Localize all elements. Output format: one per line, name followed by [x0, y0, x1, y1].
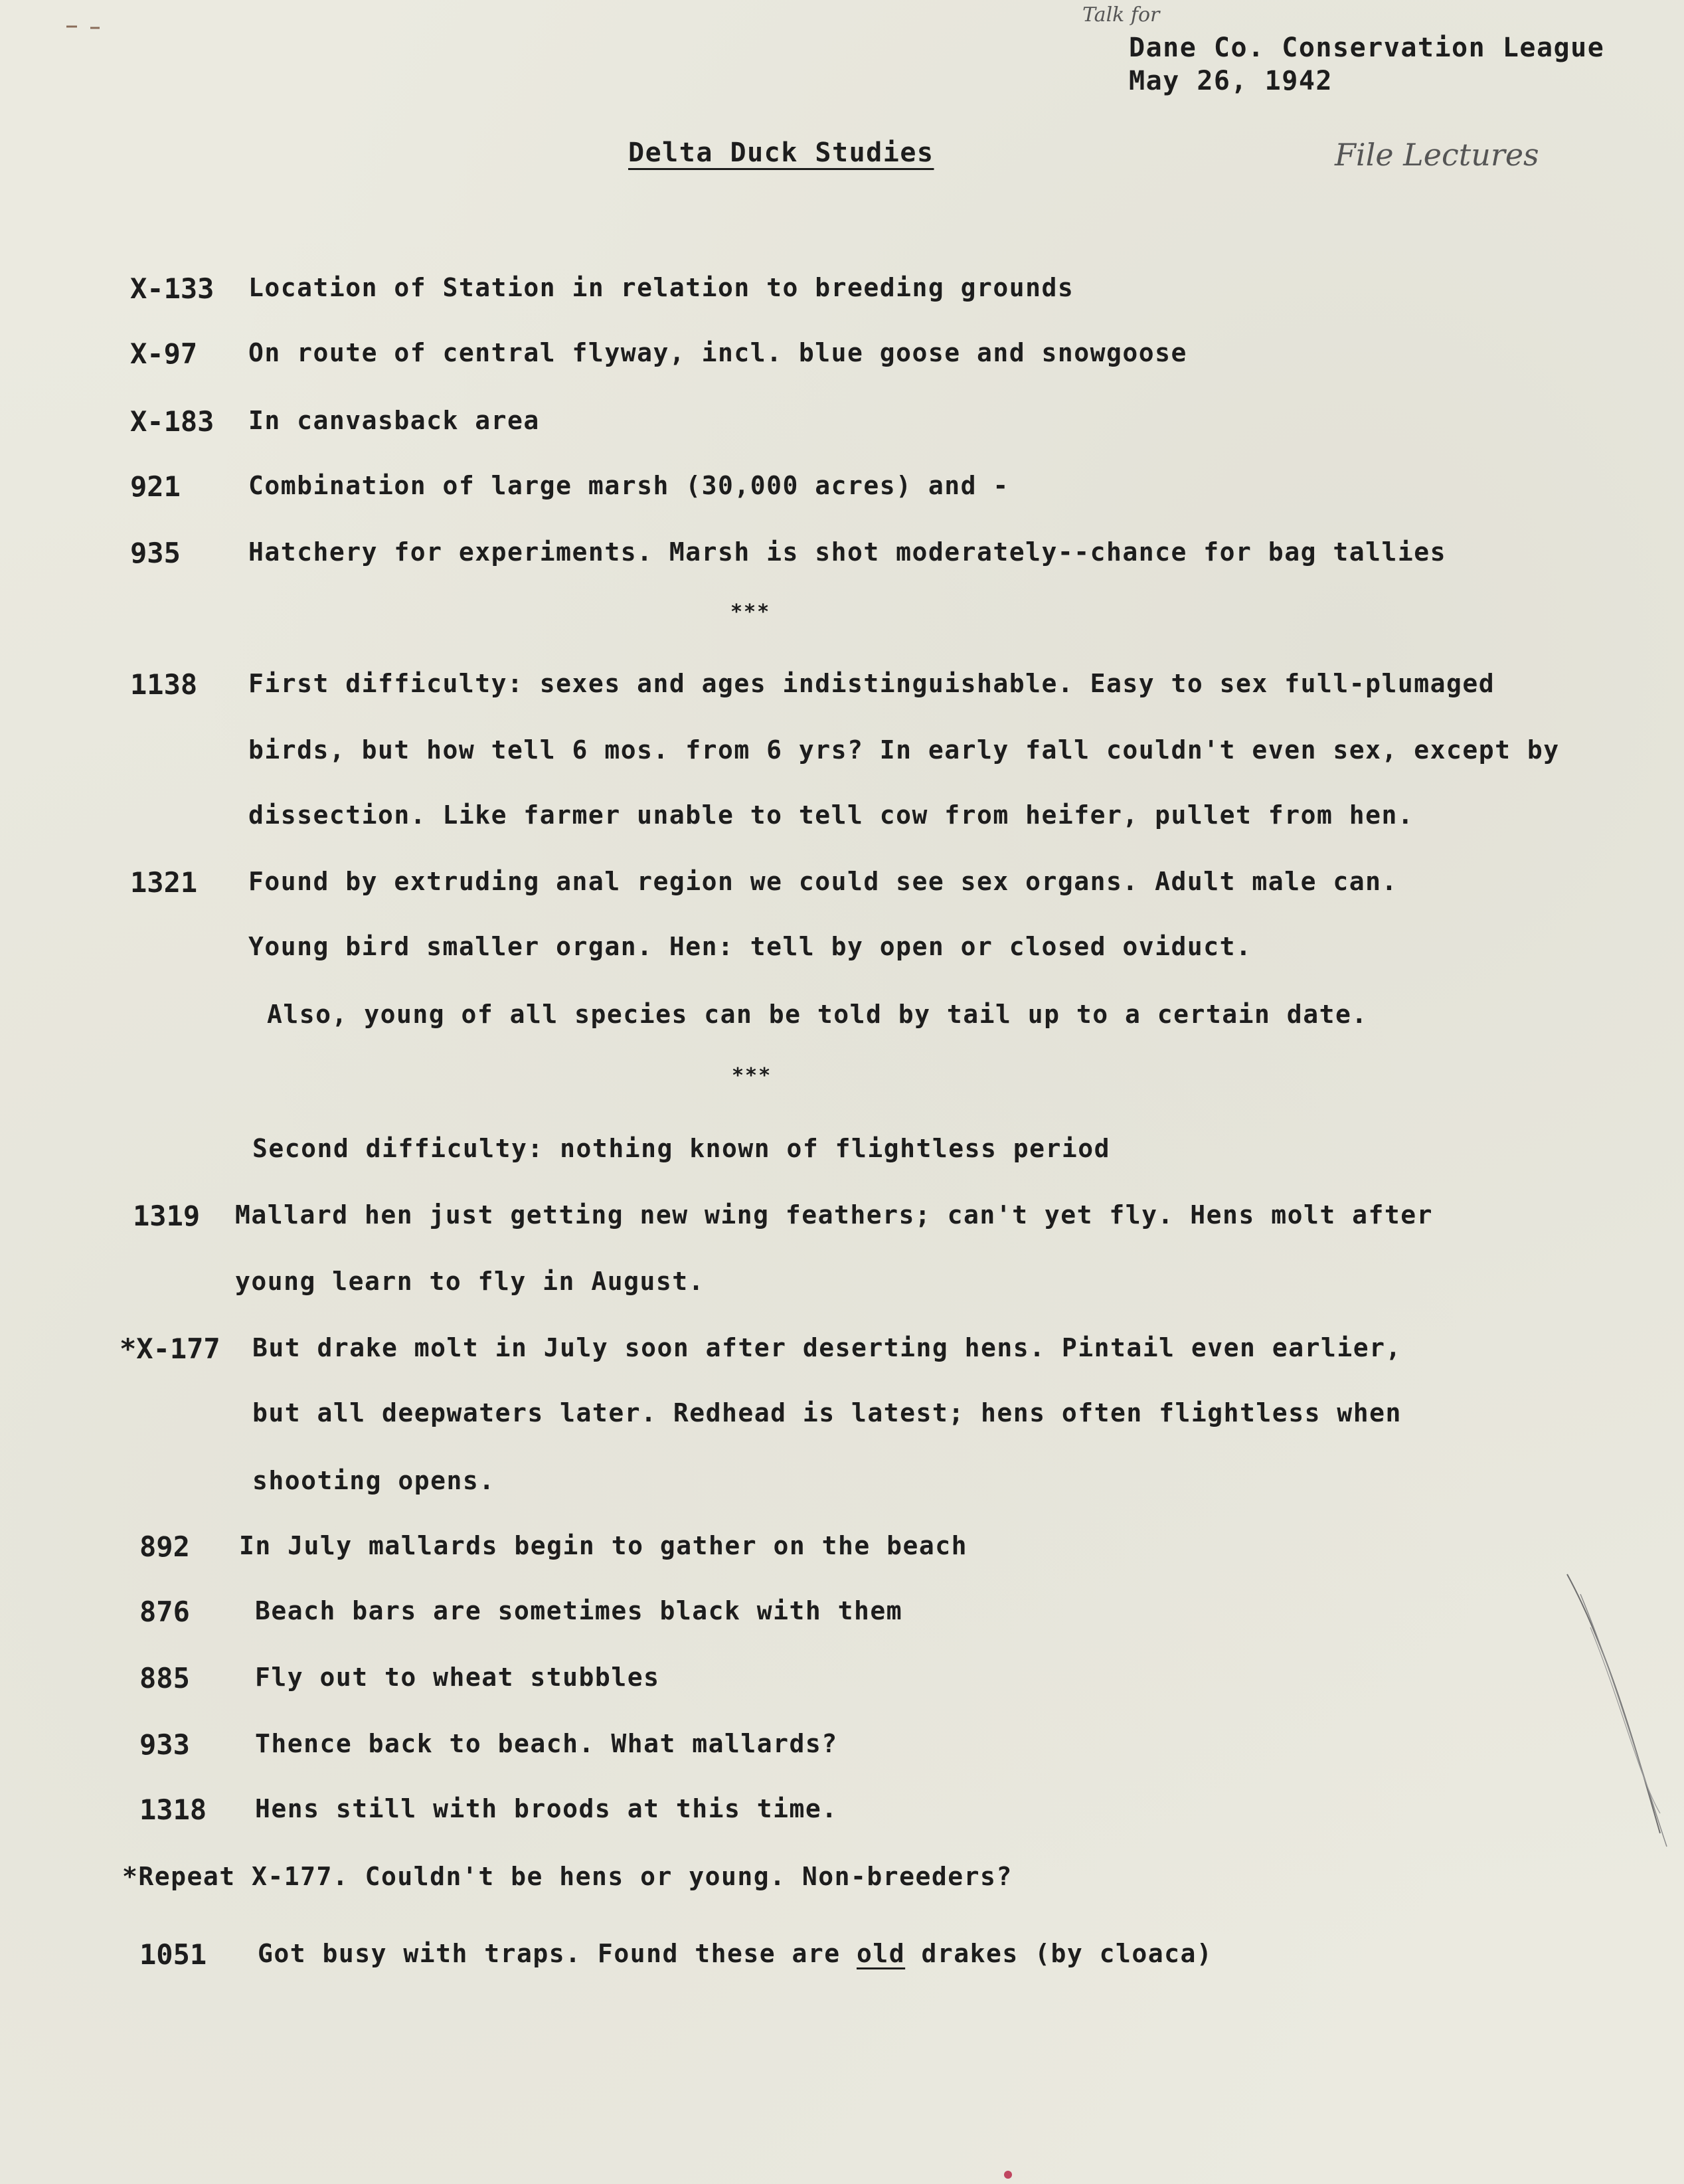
entry-text: Combination of large marsh (30,000 acres) and -	[248, 471, 1009, 500]
entry-ref: 1318	[139, 1793, 207, 1826]
separator-stars: ***	[732, 1064, 772, 1087]
entry-ref: 876	[139, 1595, 190, 1628]
entry-text: Hatchery for experiments. Marsh is shot moderately--chance for bag tallies	[248, 537, 1446, 567]
entry-text: Hens still with broods at this time.	[255, 1794, 838, 1823]
entry-line: but all deepwaters later. Redhead is latest; hens often flightless when	[252, 1398, 1402, 1427]
entry-ref: 885	[139, 1662, 190, 1694]
document-title: Delta Duck Studies	[628, 137, 934, 168]
entry-text-part: drakes (by cloaca)	[905, 1939, 1213, 1968]
entry-text: Beach bars are sometimes black with them	[255, 1596, 903, 1625]
file-lectures-note: File Lectures	[1335, 137, 1539, 173]
entry-ref: X-183	[130, 405, 214, 438]
entry-ref: 935	[130, 537, 181, 569]
underlined-word: old	[856, 1939, 906, 1968]
organization-name: Dane Co. Conservation League	[1129, 33, 1605, 63]
document-date: May 26, 1942	[1129, 66, 1333, 96]
entry-ref: 1319	[133, 1200, 201, 1232]
entry-line: dissection. Like farmer unable to tell cow from heifer, pullet from hen.	[248, 800, 1414, 830]
entry-line: Found by extruding anal region we could see sex organs. Adult male can.	[248, 867, 1398, 896]
pencil-scratch	[1567, 1574, 1660, 1833]
entry-text: In July mallards begin to gather on the beach	[239, 1531, 968, 1560]
entry-ref: 1051	[139, 1938, 207, 1971]
entry-text: Location of Station in relation to breeding grounds	[248, 273, 1074, 302]
entry-line: But drake molt in July soon after deserting hens. Pintail even earlier,	[252, 1333, 1402, 1362]
entry-line: birds, but how tell 6 mos. from 6 yrs? In early fall couldn't even sex, except by	[248, 735, 1560, 765]
entry-text: In canvasback area	[248, 406, 540, 435]
entry-line: Also, young of all species can be told by tail up to a certain date.	[267, 1000, 1368, 1029]
entry-line: shooting opens.	[252, 1466, 495, 1495]
handwritten-note: Talk for	[1082, 3, 1160, 27]
entry-text: Thence back to beach. What mallards?	[255, 1729, 838, 1758]
entry-ref: 1321	[130, 866, 198, 899]
entry-ref: 892	[139, 1530, 190, 1563]
separator-stars: ***	[730, 600, 771, 624]
entry-line: Young bird smaller organ. Hen: tell by open or closed oviduct.	[248, 932, 1252, 961]
entry-ref: 1138	[130, 668, 198, 701]
entry-ref: 933	[139, 1728, 190, 1761]
entry-text-part: Got busy with traps. Found these are	[258, 1939, 857, 1968]
entry-line: Mallard hen just getting new wing feathers; can't yet fly. Hens molt after	[235, 1200, 1433, 1229]
entry-line: young learn to fly in August.	[235, 1267, 705, 1296]
entry-text: On route of central flyway, incl. blue goose and snowgoose	[248, 338, 1187, 367]
entry-ref: 921	[130, 470, 181, 503]
entry-ref: *X-177	[120, 1332, 220, 1365]
entry-line: First difficulty: sexes and ages indistinguishable. Easy to sex full-plumaged	[248, 669, 1495, 698]
section-heading: Second difficulty: nothing known of flightless period	[252, 1134, 1111, 1163]
entry-ref: X-97	[130, 337, 198, 370]
red-mark	[1004, 2171, 1012, 2179]
entry-ref: X-133	[130, 272, 214, 305]
entry-text: Fly out to wheat stubbles	[255, 1663, 660, 1692]
pencil-scratch	[1590, 1627, 1660, 1813]
repeat-line: *Repeat X-177. Couldn't be hens or young. Non-breeders?	[122, 1862, 1013, 1891]
entry-text	[258, 1941, 1213, 1966]
